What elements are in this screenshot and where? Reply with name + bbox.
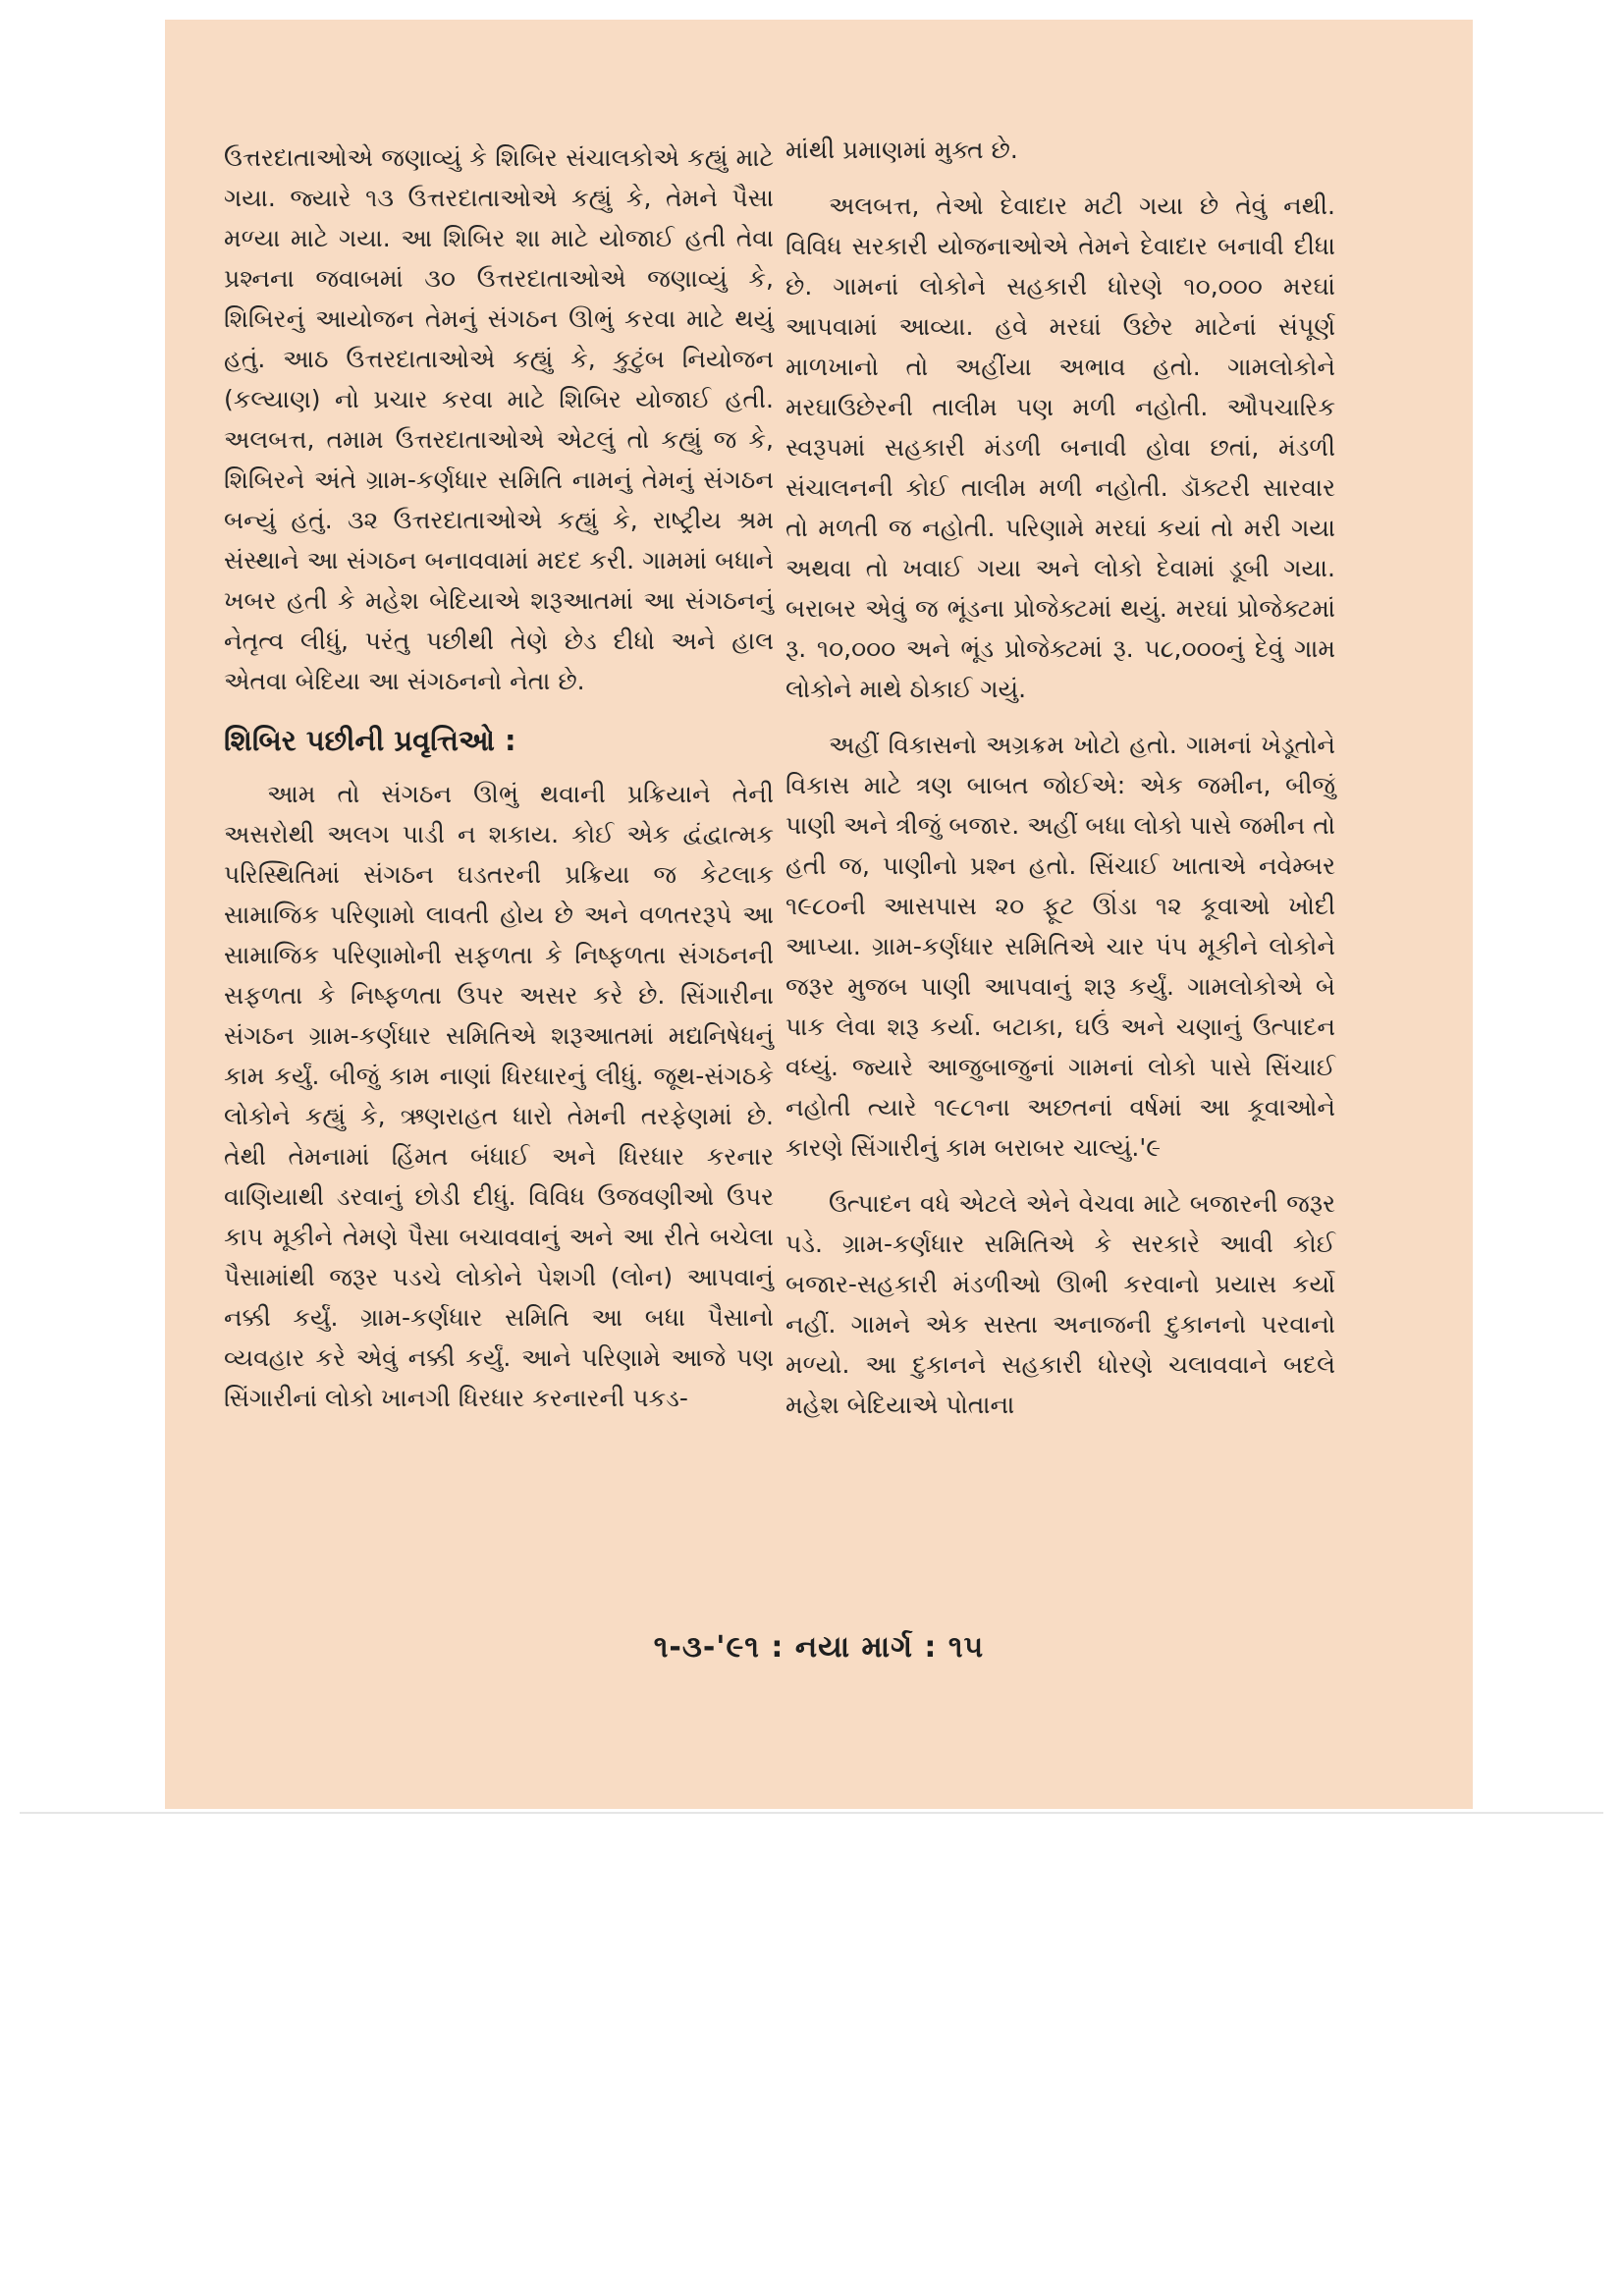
left-column	[224, 137, 774, 1434]
right-paragraph-4: ઉત્પાદન વધે એટલે એને વેચવા માટે બજારની જરૂર પડે. ગ્રામ-કર્ણધાર સમિતિએ કે સરકારે આવી કોઈ બજાર-સહકારી મંડળીઓ ઊભી કરવાનો પ્રયાસ કર્યો નહીં. ગામને એક સસ્તા અનાજની દુકાનનો પરવાનો મળ્યો. આ દુકાનને સહકારી ધોરણે ચલાવવાને બદલે મહેશ બેદિયાએ પોતાના	[785, 1189, 1335, 1419]
right-paragraph-1: માંથી પ્રમાણમાં મુક્ત છે.	[785, 136, 1018, 164]
page-footer: ૧-૩-'૯૧ : નયા માર્ગ : ૧૫	[653, 1630, 985, 1665]
scanned-page	[165, 20, 1473, 1809]
right-column	[785, 130, 1335, 1441]
left-paragraph-2: આમ તો સંગઠન ઊભું થવાની પ્રક્રિયાને તેની અસરોથી અલગ પાડી ન શકાય. કોઈ એક દ્વંદ્વાત્મક પરિસ્થિતિમાં સંગઠન ઘડતરની પ્રક્રિયા જ કેટલાક સામાજિક પરિણામો લાવતી હોય છે અને વળતરરૂપે આ સામાજિક પરિણામોની સફળતા કે નિષ્ફળતા સંગઠનની સફળતા કે નિષ્ફળતા ઉપર અસર કરે છે. સિંગારીના સંગઠન ગ્રામ-કર્ણધાર સમિતિએ શરૂઆતમાં મદ્યનિષેધનું કામ કર્યું. બીજું કામ નાણાં ધિરધારનું લીધું. જૂથ-સંગઠકે લોકોને કહ્યું કે, ઋણરાહત ધારો તેમની તરફેણમાં છે. તેથી તેમનામાં હિંમત બંધાઈ અને ધિરધાર કરનાર વાણિયાથી ડરવાનું છોડી દીધું. વિવિધ ઉજવણીઓ ઉપર કાપ મૂકીને તેમણે પૈસા બચાવવાનું અને આ રીતે બચેલા પૈસામાંથી જરૂર પડચે લોકોને પેશગી (લોન) આપવાનું નક્કી કર્યું. ગ્રામ-કર્ણધાર સમિતિ આ બધા પૈસાનો વ્યવહાર કરે એવું નક્કી કર્યું. આને પરિણામે આજે પણ સિંગારીનાં લોકો ખાનગી ધિરધાર કરનારની પકડ-	[224, 780, 774, 1412]
right-paragraph-3: અહીં વિકાસનો અગ્રક્રમ ખોટો હતો. ગામનાં ખેડૂતોને વિકાસ માટે ત્રણ બાબત જોઈએ: એક જમીન, બીજું પાણી અને ત્રીજું બજાર. અહીં બધા લોકો પાસે જમીન તો હતી જ, પાણીનો પ્રશ્ન હતો. સિંચાઈ ખાતાએ નવેમ્બર ૧૯૮૦ની આસપાસ ૨૦ ફૂટ ઊંડા ૧૨ કૂવાઓ ખોદી આપ્યા. ગ્રામ-કર્ણધાર સમિતિએ ચાર પંપ મૂકીને લોકોને જરૂર મુજબ પાણી આપવાનું શરૂ કર્યું. ગામલોકોએ બે પાક લેવા શરૂ કર્યા. બટાકા, ઘઉં અને ચણાનું ઉત્પાદન વધ્યું. જ્યારે આજુબાજુનાં ગામનાં લોકો પાસે સિંચાઈ નહોતી ત્યારે ૧૯૮૧ના અછતનાં વર્ષમાં આ કૂવાઓને કારણે સિંગારીનું કામ બરાબર ચાલ્યું.'૯	[785, 731, 1335, 1162]
scan-edge-line	[20, 1812, 1603, 1814]
right-paragraph-2: અલબત્ત, તેઓ દેવાદાર મટી ગયા છે તેવું નથી. વિવિધ સરકારી યોજનાઓએ તેમને દેવાદાર બનાવી દીધા છે. ગામનાં લોકોને સહકારી ધોરણે ૧૦,૦૦૦ મરઘાં આપવામાં આવ્યા. હવે મરઘાં ઉછેર માટેનાં સંપૂર્ણ માળખાનો તો અહીંયા અભાવ હતો. ગામલોકોને મરઘાઉછેરની તાલીમ પણ મળી નહોતી. ઔપચારિક સ્વરૂપમાં સહકારી મંડળી બનાવી હોવા છતાં, મંડળી સંચાલનની કોઈ તાલીમ મળી નહોતી. ડૉક્ટરી સારવાર તો મળતી જ નહોતી. પરિણામે મરઘાં કયાં તો મરી ગયા અથવા તો ખવાઈ ગયા અને લોકો દેવામાં ડૂબી ગયા. બરાબર એવું જ ભૂંડના પ્રોજેક્ટમાં થયું. મરઘાં પ્રોજેક્ટમાં રૂ. ૧૦,૦૦૦ અને ભૂંડ પ્રોજેક્ટમાં રૂ. ૫૮,૦૦૦નું દેવું ગામ લોકોને માથે ઠોકાઈ ગયું.	[785, 191, 1335, 703]
section-heading: શિબિર પછીની પ્રવૃત્તિઓ :	[224, 724, 516, 757]
left-paragraph-1: ઉત્તરદાતાઓએ જણાવ્યું કે શિબિર સંચાલકોએ કહ્યું માટે ગયા. જ્યારે ૧૩ ઉત્તરદાતાઓએ કહ્યું કે, તેમને પૈસા મળ્યા માટે ગયા. આ શિબિર શા માટે યોજાઈ હતી તેવા પ્રશ્નના જવાબમાં ૩૦ ઉત્તરદાતાઓએ જણાવ્યું કે, શિબિરનું આયોજન તેમનું સંગઠન ઊભું કરવા માટે થયું હતું. આઠ ઉત્તરદાતાઓએ કહ્યું કે, કુટુંબ નિયોજન (કલ્યાણ) નો પ્રચાર કરવા માટે શિબિર યોજાઈ હતી. અલબત્ત, તમામ ઉત્તરદાતાઓએ એટલું તો કહ્યું જ કે, શિબિરને અંતે ગ્રામ-કર્ણધાર સમિતિ નામનું તેમનું સંગઠન બન્યું હતું. ૩૨ ઉત્તરદાતાઓએ કહ્યું કે, રાષ્ટ્રીય શ્રમ સંસ્થાને આ સંગઠન બનાવવામાં મદદ કરી. ગામમાં બધાને ખબર હતી કે મહેશ બેદિયાએ શરૂઆતમાં આ સંગઠનનું નેતૃત્વ લીધું, પરંતુ પછીથી તેણે છેડ દીધો અને હાલ એતવા બેદિયા આ સંગઠનનો નેતા છે.	[224, 143, 774, 695]
